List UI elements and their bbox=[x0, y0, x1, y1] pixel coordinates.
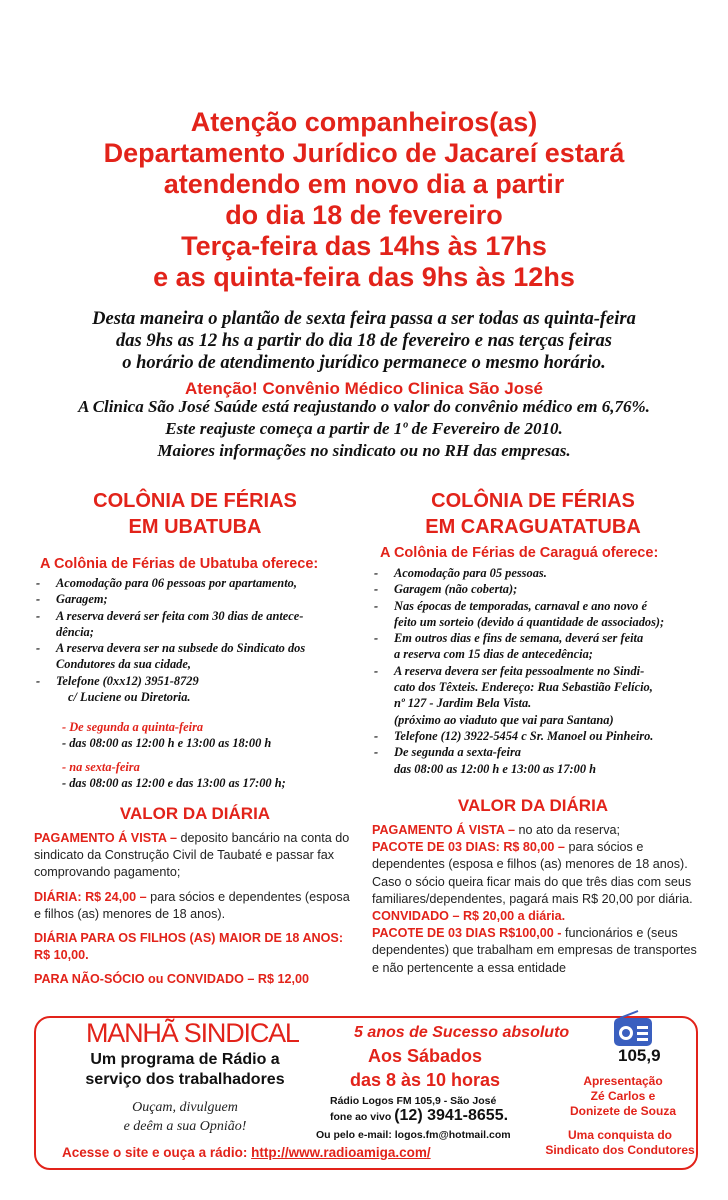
ubatuba-valor-title: VALOR DA DIÁRIA bbox=[119, 804, 271, 823]
caragua-valor-title: VALOR DA DIÁRIA bbox=[457, 796, 609, 815]
list-item: - Garagem; bbox=[36, 592, 108, 607]
headline-line: do dia 18 de fevereiro bbox=[225, 200, 503, 230]
list-item: - Nas épocas de temporadas, carnaval e ano novo é feito um sorteio (devido á quantidade de associados); bbox=[374, 598, 665, 629]
caragua-title-line: COLÔNIA DE FÉRIAS bbox=[431, 490, 635, 512]
ubatuba-schedule bbox=[62, 719, 382, 791]
caragua-title-line: EM CARAGUATATUBA bbox=[425, 516, 641, 538]
convenio-line: Maiores informações no sindicato ou no RH das empresas. bbox=[157, 441, 571, 460]
list-item: - A reserva devera ser feita pessoalmente no Sindi- cato dos Têxteis. Endereço: Rua Sebastião Felício, nº 127 - Jardim Bela Vista. (próximo ao viaduto que vai para Santana) bbox=[374, 663, 653, 727]
ubatuba-title-line: COLÔNIA DE FÉRIAS bbox=[93, 490, 297, 512]
presenter-line: Zé Carlos e bbox=[590, 1089, 656, 1103]
radio-site-link[interactable]: http://www.radioamiga.com/ bbox=[251, 1145, 431, 1160]
program-line: serviço dos trabalhadores bbox=[85, 1071, 285, 1088]
price-item: PACOTE DE 03 DIAS R$100,00 - funcionários e (seus dependentes) que trabalham em empresas de transportes e não pertencente a essa entidade bbox=[372, 926, 697, 975]
headline-line: atendendo em novo dia a partir bbox=[163, 169, 565, 199]
radio-frequency: 105,9 bbox=[618, 1046, 661, 1065]
ubatuba-prices bbox=[34, 830, 358, 996]
radio-presenters bbox=[548, 1074, 698, 1119]
radio-phone bbox=[330, 1108, 508, 1125]
price-item: PACOTE DE 03 DIAS: R$ 80,00 – para sócios e dependentes (esposa e filhos (as) menores de 18 anos). Caso o sócio queira ficar mais do que três dias com seus familiares/dependentes, pagará mais R$ 20,00 por diária. bbox=[372, 840, 693, 906]
price-item: CONVIDADO – R$ 20,00 a diária. bbox=[372, 909, 566, 924]
headline-line: Atenção companheiros(as) bbox=[190, 107, 538, 137]
tagline-line: Sindicato dos Condutores bbox=[545, 1143, 695, 1157]
headline-line: Terça-feira das 14hs às 17hs bbox=[181, 231, 547, 261]
list-item: - A reserva deverá ser feita com 30 dias de antece- dência; bbox=[36, 608, 304, 639]
access-label: Acesse o site e ouça a rádio: bbox=[62, 1145, 252, 1160]
schedule-label: - De segunda a quinta-feira bbox=[62, 720, 204, 734]
headline-line: Departamento Jurídico de Jacareí estará bbox=[103, 138, 625, 168]
phone-number: (12) 3941-8655. bbox=[394, 1107, 509, 1124]
list-item: - Acomodação para 06 pessoas por apartamento, bbox=[36, 576, 297, 590]
presenter-line: Apresentação bbox=[583, 1074, 663, 1088]
notice-line: o horário de atendimento jurídico permanece o mesmo horário. bbox=[122, 353, 606, 373]
tagline-line: Uma conquista do bbox=[567, 1128, 672, 1142]
manha-sindical-logo: MANHÃ SINDICAL bbox=[86, 1018, 299, 1048]
notice-paragraph bbox=[0, 308, 728, 374]
ubatuba-title bbox=[40, 488, 350, 540]
headline-line: e as quinta-feira das 9hs às 12hs bbox=[153, 262, 575, 292]
program-line: Um programa de Rádio a bbox=[90, 1051, 280, 1068]
headline bbox=[0, 107, 728, 293]
list-item: - Garagem (não coberta); bbox=[374, 582, 518, 597]
radio-icon bbox=[606, 1010, 658, 1050]
invite-line: e deêm a sua Opnião! bbox=[123, 1119, 247, 1134]
radio-hours: das 8 às 10 horas bbox=[349, 1070, 501, 1090]
schedule-label: - na sexta-feira bbox=[62, 760, 140, 774]
price-item: DIÁRIA: R$ 24,00 – para sócios e dependentes (esposa e filhos (as) menores de 18 anos). bbox=[34, 889, 350, 921]
caragua-offer: A Colônia de Férias de Caraguá oferece: bbox=[380, 545, 659, 561]
ubatuba-offer: A Colônia de Férias de Ubatuba oferece: bbox=[40, 556, 319, 572]
list-item: - Em outros dias e fins de semana, deverá ser feita a reserva com 15 dias de antecedência; bbox=[374, 631, 644, 662]
radio-station: Rádio Logos FM 105,9 - São José bbox=[330, 1095, 497, 1107]
radio-access bbox=[62, 1145, 431, 1160]
ubatuba-title-line: EM UBATUBA bbox=[128, 516, 262, 538]
list-item: - A reserva devera ser na subsede do Sindicato dos Condutores da sua cidade, bbox=[36, 641, 306, 672]
list-item: - Acomodação para 05 pessoas. bbox=[374, 566, 547, 580]
price-item: DIÁRIA PARA OS FILHOS (AS) MAIOR DE 18 ANOS: R$ 10,00. bbox=[34, 931, 344, 963]
phone-label: fone ao vivo bbox=[330, 1111, 395, 1123]
radio-days: Aos Sábados bbox=[367, 1046, 483, 1066]
schedule-hours: - das 08:00 as 12:00 h e 13:00 as 18:00 h bbox=[62, 736, 272, 750]
convenio-title: Atenção! Convênio Médico Clinica São José bbox=[184, 379, 544, 398]
price-item: PAGAMENTO Á VISTA – no ato da reserva; bbox=[372, 823, 620, 837]
convenio-line: A Clinica São José Saúde está reajustando o valor do convênio médico em 6,76%. bbox=[78, 397, 650, 416]
invite-line: Ouçam, divulguem bbox=[132, 1100, 238, 1115]
list-item: - Telefone (12) 3922-5454 c Sr. Manoel ou Pinheiro. bbox=[374, 728, 654, 743]
caragua-title bbox=[372, 488, 694, 540]
convenio-paragraph bbox=[0, 396, 728, 462]
convenio-line: Este reajuste começa a partir de 1º de Fevereiro de 2010. bbox=[165, 419, 563, 438]
list-item: - Telefone (0xx12) 3951-8729 c/ Luciene ou Diretoria. bbox=[36, 673, 199, 705]
list-item: - De segunda a sexta-feira das 08:00 as 12:00 h e 13:00 as 17:00 h bbox=[374, 745, 597, 776]
radio-success: 5 anos de Sucesso absoluto bbox=[354, 1024, 570, 1041]
radio-invite bbox=[100, 1098, 270, 1136]
notice-line: das 9hs as 12 hs a partir do dia 18 de fevereiro e nas terças feiras bbox=[116, 331, 612, 351]
price-item: PAGAMENTO Á VISTA – deposito bancário na conta do sindicato da Construção Civil de Taubaté e passar fax comprovando pagamento; bbox=[34, 831, 350, 880]
caragua-prices bbox=[372, 822, 698, 977]
ubatuba-list bbox=[26, 575, 366, 705]
price-item: PARA NÃO-SÓCIO ou CONVIDADO – R$ 12,00 bbox=[34, 972, 310, 987]
caragua-list bbox=[364, 565, 704, 777]
presenter-line: Donizete de Souza bbox=[569, 1104, 676, 1118]
radio-email: Ou pelo e-mail: logos.fm@hotmail.com bbox=[316, 1129, 511, 1141]
radio-program-description bbox=[60, 1050, 310, 1090]
notice-line: Desta maneira o plantão de sexta feira passa a ser todas as quinta-feira bbox=[92, 309, 636, 329]
schedule-hours: - das 08:00 as 12:00 e das 13:00 as 17:00 h; bbox=[62, 776, 286, 790]
radio-icon-svg bbox=[606, 1010, 658, 1050]
radio-tagline bbox=[520, 1128, 720, 1158]
